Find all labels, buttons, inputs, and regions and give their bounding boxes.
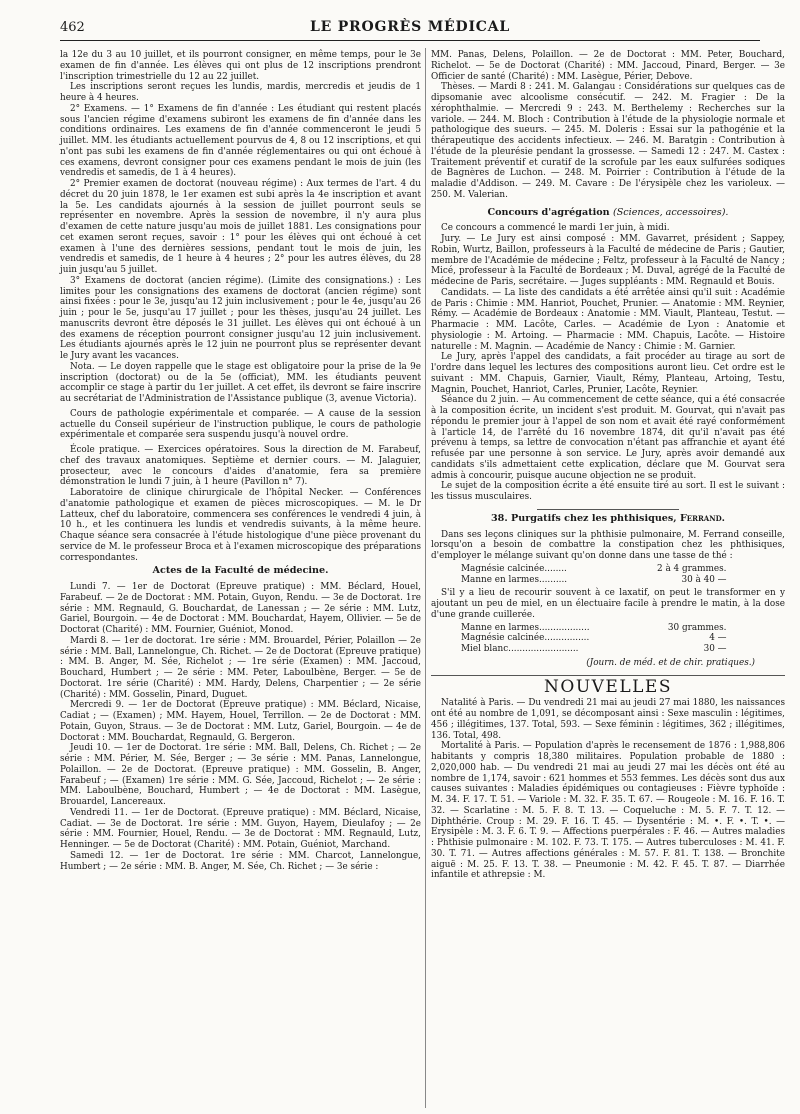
recipe-line [461,564,727,575]
recipe-dose: 30 à 40 — [681,574,727,585]
section-heading-nouvelles: NOUVELLES [431,675,785,693]
concours-paragraph: Le sujet de la composition écrite a été ensuite tiré au sort. Il est le suivant : les tissus musculaires. [431,481,785,502]
paragraph: Cours de pathologie expérimentale et comparée. — A cause de la session actuelle du Conseil supérieur de l'instruction publique, le cours de pathologie expérimentale et comparée sera suspendu jusqu'à nouvel ordre. [60,408,421,441]
actes-entry: Mardi 8. — 1er de doctorat. 1re série : MM. Brouardel, Périer, Polaillon — 2e série : MM. Ball, Lannelongue, Ch. Richet. — 2e de Doctorat (Epreuve pratique) : MM. B. Anger, M. Sée, Richelot ; — 1re série (Examen) : MM. Jaccoud, Bouchard, Humbert ; — 2e série : MM. Peter, Laboulbène, Berger. — 5e de Doctorat. 1re série (Charité) : MM. Hardy, Delens, Charpentier ; — 2e série (Charité) : MM. Gosselin, Pinard, Duguet. [60,635,421,700]
concours-paragraph: Séance du 2 juin. — Au commencement de cette séance, qui a été consacrée à la composition écrite, un incident s'est produit. M. Gourvat, qui n'avait pas répondu le premier jour à l'appel de son nom et avait été rayé conformément à l'article 14, de l'arrêté du 16 novembre 1874, dit qu'il n'avait pas été prévenu à temps, sa lettre de convocation n'étant pas affranchie et ayant été refusée par une personne à son service. Le Jury, après avoir demandé aux candidats s'ils admettaient cette explication, déclare que M. Gourvat sera admis à concourir, puisque aucune objection ne se produit. [431,395,785,481]
section-heading-actes: Actes de la Faculté de médecine. [152,565,329,577]
actes-entry: Samedi 12. — 1er de Doctorat. 1re série : MM. Charcot, Lannelongue, Humbert ; — 2e série : MM. B. Anger, M. Sée, Ch. Richet ; — 3e série : [60,850,421,872]
purgatifs-mid: S'il y a lieu de recourir souvent à ce laxatif, on peut le transformer en y ajoutant un peu de miel, en un électuaire facile à prendre le matin, à la dose d'une grande cuillerée. [431,588,785,620]
nouvelles-paragraph: Natalité à Paris. — Du vendredi 21 mai au jeudi 27 mai 1880, les naissances ont été au nombre de 1,091, se décomposant ainsi : Sexe masculin : légitimes, 456 ; illégitimes, 137. Total, 593. — Sexe féminin : légitimes, 362 ; illégitimes, 136. Total, 498. [431,698,785,741]
actes-entry: Vendredi 11. — 1er de Doctorat. (Epreuve pratique) : MM. Béclard, Nicaise, Cadiat. — 3e de Doctorat. 1re série : MM. Guyon, Hayem, Dieulafoy ; — 2e série : MM. Fournier, Houel, Rendu. — 3e de Doctorat : MM. Regnauld, Lutz, Henninger. — 5e de Doctorat (Charité) : MM. Potain, Guéniot, Marchand. [60,807,421,850]
recipe-2 [461,623,727,655]
recipe-item: Magnésie calcinée........ [461,563,567,574]
paragraph: Laboratoire de clinique chirurgicale de l'hôpital Necker. — Conférences d'anatomie pathologique et examen de pièces microscopiques. — M. le Dr Latteux, chef du laboratoire, commencera ses conférences le vendredi 4 juin, à 10 h., et les continuera les lundis et vendredis suivants, à la même heure. Chaque séance sera consacrée à l'étude histologique d'une pièce provenant du service de M. le professeur Broca et à l'examen microscopique des préparations correspondantes. [60,488,421,563]
actes-continuation: MM. Panas, Delens, Polaillon. — 2e de Doctorat : MM. Peter, Bouchard, Richelot. — 5e de Doctorat (Charité) : MM. Jaccoud, Pinard, Berger. — 3e Officier de santé (Charité) : MM. Lasègue, Périer, Debove. [431,50,785,82]
section-heading-purgatifs [431,514,785,525]
recipe-dose: 4 — [709,633,727,644]
recipe-dose: 30 — [703,644,727,654]
paragraph: 3° Examens de doctorat (ancien régime). (Limite des consignations.) : Les limites pour les consignations des examens de doctorat (ancien régime) sont ainsi fixées : pour le 3e, jusqu'au 12 juin inclusivement ; pour le 4e, jusqu'au 26 juin ; pour le 5e, jusqu'au 17 juillet ; pour les thèses, jusqu'au 24 juillet. Les manuscrits devront être déposés le 31 juillet. Les élèves qui ont échoué à un des examens de réception pourront consigner jusqu'au 12 juin inclusivement. Les étudiants ajournés après le 12 juin ne pourront plus se représenter devant le Jury avant les vacances. [60,275,421,361]
recipe-item: Magnésie calcinée................ [461,633,590,644]
page-number: 462 [60,20,85,35]
recipe-item: Manne en larmes.......... [461,574,568,585]
recipe-line [461,633,727,644]
paragraph: la 12e du 3 au 10 juillet, et ils pourront consigner, en même temps, pour le 3e examen de fin d'année. Les élèves qui ont plus de 12 inscriptions prendront l'inscription trimestrielle du 12 au 22 juillet. [60,50,421,82]
concours-paragraph: Le Jury, après l'appel des candidats, a fait procéder au tirage au sort de l'ordre dans lequel les lectures des compositions auront lieu. Cet ordre est le suivant : MM. Chapuis, Garnier, Viault, Rémy, Planteau, Artoing, Testu, Magnin, Pouchet, Hanriot, Carles, Prunier, Lacôte, Reynier. [431,352,785,395]
page-header [60,18,760,41]
concours-paragraph: Candidats. — La liste des candidats a été arrêtée ainsi qu'il suit : Académie de Paris : Chimie : MM. Hanriot, Pouchet, Prunier. — Anatomie : MM. Reynier, Rémy. — Académie de Bordeaux : Anatomie : MM. Viault, Planteau, Testut. — Pharmacie : MM. Lacôte, Carles. — Académie de Lyon : Anatomie et physiologie : M. Artoing. — Pharmacie : MM. Chapuis, Lacôte. — Histoire naturelle : M. Magnin. — Académie de Nancy : Chimie : M. Garnier. [431,287,785,352]
recipe-dose: 30 grammes. [667,622,727,633]
purgatifs-intro: Dans ses leçons cliniques sur la phthisie pulmonaire, M. Ferrand conseille, lorsqu'on a besoin de combattre la constipation chez les phthisiques, d'employer le mélange suivant qu'on donne dans une tasse de thé : [431,529,785,561]
purgatifs-source: (Journ. de méd. et de chir. pratiques.) [586,657,755,668]
recipe-line [461,644,727,655]
paragraph: 2° Premier examen de doctorat (nouveau régime) : Aux termes de l'art. 4 du décret du 20 juin 1878, le 1er examen est subi après la 4e inscription et avant la 5e. Les candidats ajournés à la session de juillet pourront seuls se représenter en novembre. Après la session de novembre, il n'y aura plus d'examen de cette nature jusqu'au mois de juillet 1881. Les consignations pour cet examen seront reçues, savoir : 1° pour les élèves qui ont échoué à cet examen à l'une des dernières sessions, pendant tout le mois de juin, les vendredis et samedis, de 1 heure à 4 heures ; 2° pour les autres élèves, du 28 juin jusqu'au 5 juillet. [60,179,421,275]
recipe-item: Miel blanc......................... [461,644,579,654]
recipe-1 [461,564,727,586]
paragraph: École pratique. — Exercices opératoires. Sous la direction de M. Farabeuf, chef des travaux anatomiques. Septième et dernier cours. — M. Jalaguier, prosecteur, avec le concours d'aides d'anatomie, fera sa première démonstration le lundi 7 juin, à 1 heure (Pavillon n° 7). [60,445,421,488]
concours-paragraph: Ce concours a commencé le mardi 1er juin, à midi. [441,223,670,234]
concours-paragraph: Jury. — Le Jury est ainsi composé : MM. Gavarret, président ; Sappey, Robin, Wurtz, Baillon, professeurs à la Faculté de médecine de Paris ; Gautier, membre de l'Académie de médecine ; Feltz, professeur à la Faculté de Nancy ; Micé, professeur à la Faculté de Bordeaux ; M. Duval, agrégé de la Faculté de médecine de Paris, secrétaire. — Juges suppléants : MM. Regnauld et Bouis. [431,234,785,287]
recipe-dose: 2 à 4 grammes. [657,563,727,574]
recipe-line [461,575,727,586]
journal-title: LE PROGRÈS MÉDICAL [309,19,511,35]
nouvelles-paragraph: Mortalité à Paris. — Population d'après le recensement de 1876 : 1,988,806 habitants y compris 18,380 militaires. Population probable de 1880 : 2,020,000 hab. — Du vendredi 21 mai au jeudi 27 mai les décès ont été au nombre de 1,174, savoir : 621 hommes et 553 femmes. Les décès sont dus aux causes suivantes : Maladies épidémiques ou contagieuses : Fièvre typhoïde : M. 34. F. 17. T. 51. — Variole : M. 32. F. 35. T. 67. — Rougeole : M. 16. F. 16. T. 32. — Scarlatine : M. 5. F. 8. T. 13. — Coqueluche : M. 5. F. 7. T. 12. — Diphthérie. Croup : M. 29. F. 16. T. 45. — Dysentérie : M. •. F. •. T. •. — Erysipèle : M. 3. F. 6. T. 9. — Affections puerpérales : F. 46. — Autres maladies : Phthisie pulmonaire : M. 102. F. 73. T. 175. — Autres tuberculoses : M. 41. F. 30. T. 71. — Autres affections générales : M. 57. F. 81. T. 138. — Bronchite aiguë : M. 25. F. 13. T. 38. — Pneumonie : M. 42. F. 45. T. 87. — Diarrhée infantile et athrepsie : M. [431,741,785,881]
paragraph: Nota. — Le doyen rappelle que le stage est obligatoire pour la prise de la 9e inscription (doctorat) ou de la 5e (officiat), MM. les étudiants peuvent accomplir ce stage à partir du 1er juillet. A cet effet, ils devront se faire inscrire au secrétariat de l'Administration de l'Assistance publique (3, avenue Victoria). [60,361,421,404]
purgatifs-title: 38. Purgatifs chez les phthisiques, [490,512,677,524]
actes-entry: Lundi 7. — 1er de Doctorat (Epreuve pratique) : MM. Béclard, Houel, Farabeuf. — 2e de Doctorat : MM. Potain, Guyon, Rendu. — 3e de Doctorat. 1re série : MM. Regnauld, G. Bouchardat, de Lanessan ; — 2e série : MM. Lutz, Gariel, Bourgoin. — 4e de Doctorat : MM. Bouchardat, Hayem, Ollivier. — 5e de Doctorat (Charité) : MM. Fournier, Guéniot, Monod. [60,582,421,635]
section-rule [537,509,679,510]
concours-title: Concours d'agrégation [487,206,610,218]
right-column [431,50,785,881]
column-divider [425,48,426,1108]
theses-paragraph: Thèses. — Mardi 8 : 241. M. Galangau : Considérations sur quelques cas de dipsomanie avec alcoolisme consécutif. — 242. M. Fragier : De la xérophthalmie. — Mercredi 9 : 243. M. Berthelemy : Recherches sur la variole. — 244. M. Bloch : Contribution à l'étude de la physiologie normale et pathologique des sueurs. — 245. M. Doleris : Essai sur la pathogénie et la thérapeutique des accidents infectieux. — 246. M. Baratgin : Contribution à l'étude de la pleurésie pendant la grossesse. — Samedi 12 : 247. M. Castex : Traitement préventif et curatif de la scrofule par les eaux sulfurées sodiques de Bagnères de Luchon. — 248. M. Poirrier : Contribution à l'étude de la maladie d'Addison. — 249. M. Cavare : De l'érysipèle chez les varioleux. — 250. M. Valerian. [431,82,785,200]
recipe-item: Manne en larmes.................. [461,622,590,633]
paragraph: 2° Examens. — 1° Examens de fin d'année : Les étudiant qui restent placés sous l'ancien régime d'examens subiront les examens de fin d'année dans les conditions ordinaires. Les examens de fin d'année commenceront le jeudi 5 juillet. MM. les étudiants actuellement pourvus de 4, 8 ou 12 inscriptions, et qui n'ont pas subi les examens de fin d'année réglementaires ou qui ont échoué à ces examens, devront consigner pour ces examens pendant le mois de juin (les vendredis et samedis, de 1 à 4 heures). [60,103,421,179]
purgatifs-author: Ferrand. [679,512,726,524]
actes-entry: Jeudi 10. — 1er de Doctorat. 1re série : MM. Ball, Delens, Ch. Richet ; — 2e série : MM. Périer, M. Sée, Berger ; — 3e série : MM. Panas, Lannelongue, Polaillon. — 2e de Doctorat. (Epreuve pratique) : MM. Gosselin, B. Anger, Farabeuf ; — (Examen) 1re série : MM. G. Sée, Jaccoud, Richelot ; — 2e série : MM. Laboulbène, Bouchard, Humbert ; — 4e de Doctorat : MM. Lasègue, Brouardel, Lancereaux. [60,743,421,807]
paragraph: Les inscriptions seront reçues les lundis, mardis, mercredis et jeudis de 1 heure à 4 heures. [60,82,421,103]
section-heading-concours [431,208,785,219]
actes-entry: Mercredi 9. — 1er de Doctorat (Epreuve pratique) : MM. Béclard, Nicaise, Cadiat ; — (Examen) ; MM. Hayem, Houel, Terrillon. — 2e de Doctorat : MM. Potain, Guyon, Straus. — 3e de Doctorat : MM. Lutz, Gariel, Bourgoin. — 4e de Doctorat : MM. Bouchardat, Regnauld, G. Bergeron. [60,700,421,743]
left-column [60,50,421,872]
recipe-line [461,623,727,634]
concours-subtitle: (Sciences, accessoires). [612,206,729,218]
